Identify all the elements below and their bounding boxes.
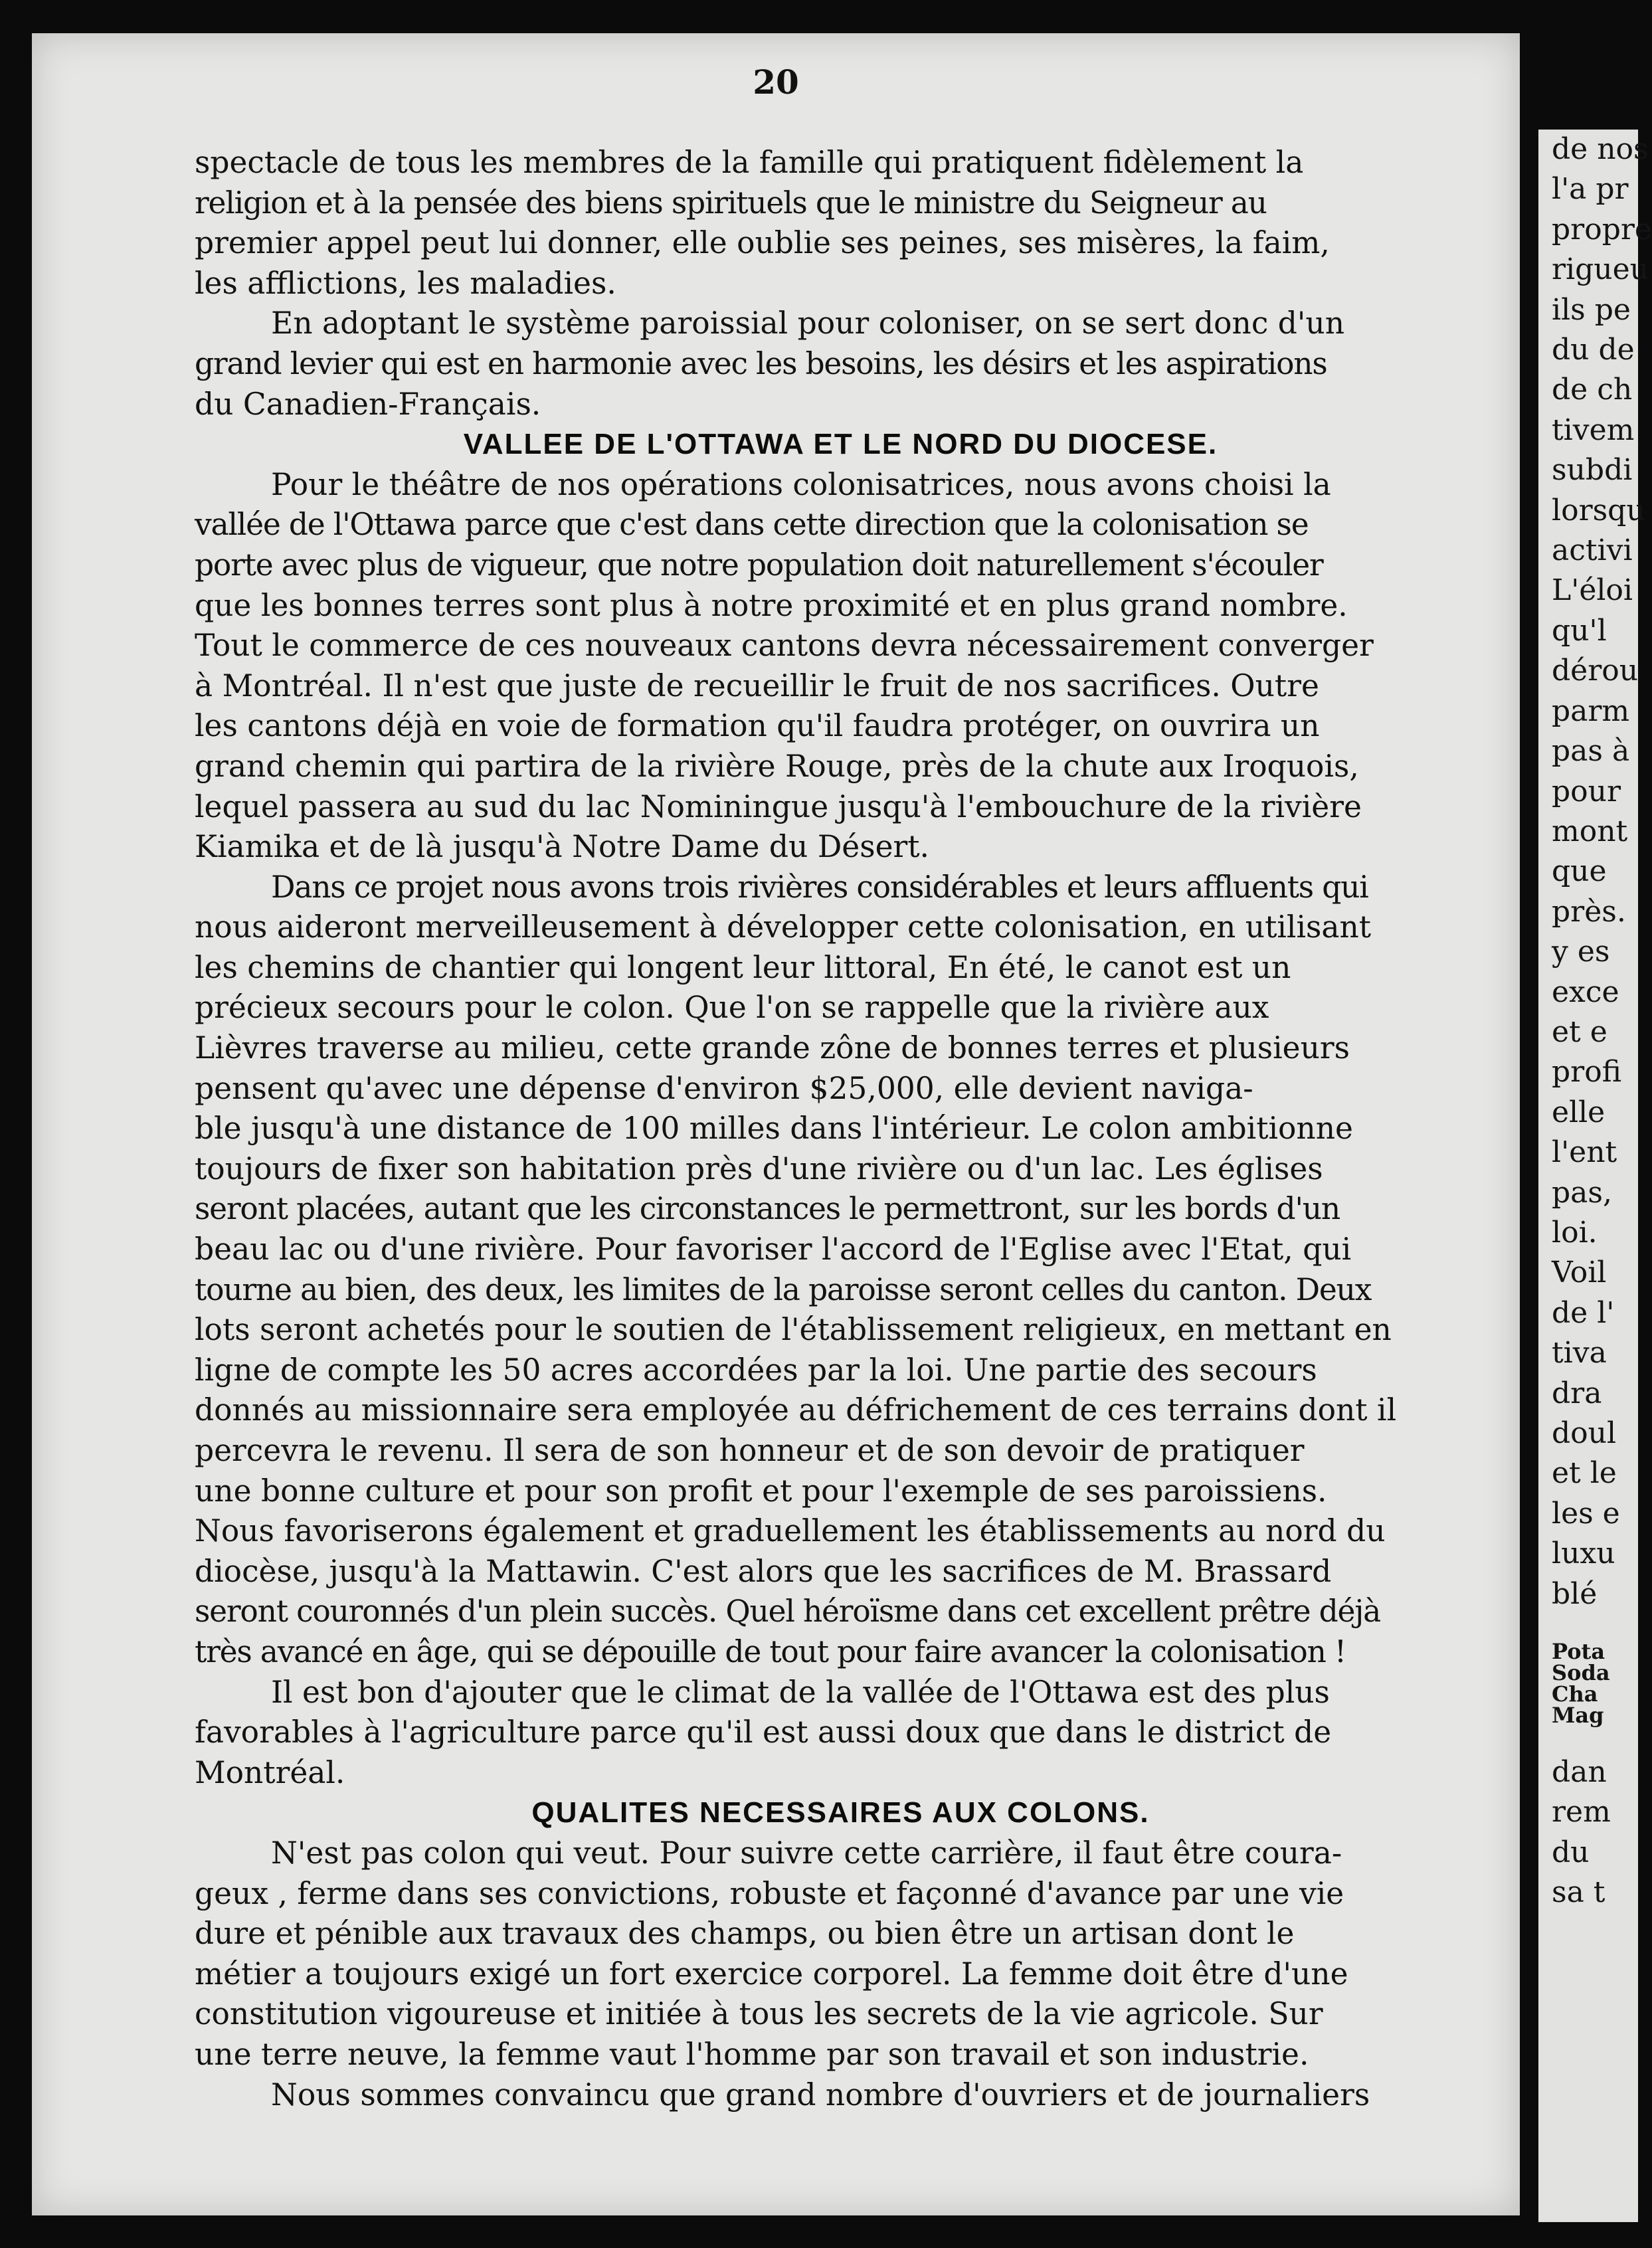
facing-page-fragment: parm [1552, 694, 1630, 728]
page-number: 20 [753, 62, 799, 102]
paragraph-1 [195, 143, 1487, 304]
text-line: les cantons déjà en voie de formation qu'il faudra protéger, on ouvrira un [195, 708, 1320, 744]
text-line: porte avec plus de vigueur, que notre population doit naturellement s'écouler [195, 547, 1323, 583]
text-line: dure et pénible aux travaux des champs, ou bien être un artisan dont le [195, 1916, 1295, 1952]
text-line: ligne de compte les 50 acres accordées par la loi. Une partie des secours [195, 1352, 1317, 1388]
paragraph-3 [195, 465, 1487, 868]
facing-page-fragment: tiva [1552, 1336, 1607, 1370]
text-line: N'est pas colon qui veut. Pour suivre cette carrière, il faut être coura- [271, 1835, 1342, 1871]
facing-page-fragment: exce [1552, 975, 1619, 1009]
text-line: Dans ce projet nous avons trois rivières considérables et leurs affluents qui [271, 869, 1368, 905]
facing-page-fragment: propre [1552, 212, 1652, 246]
text-line: les afflictions, les maladies. [195, 265, 616, 301]
facing-page-fragment: du de [1552, 333, 1635, 367]
text-line: métier a toujours exigé un fort exercice corporel. La femme doit être d'une [195, 1956, 1348, 1992]
facing-page-fragment: et e [1552, 1014, 1607, 1049]
facing-page-fragment: ils pe [1552, 292, 1631, 327]
text-line: Nous sommes convaincu que grand nombre d'ouvriers et de journaliers [271, 2077, 1370, 2112]
text-line: donnés au missionnaire sera employée au défrichement de ces terrains dont il [195, 1392, 1397, 1428]
facing-page-fragment: de nos [1552, 132, 1649, 166]
spacer [1538, 1614, 1638, 1641]
facing-page-fragment: dra [1552, 1376, 1602, 1410]
text-line: lequel passera au sud du lac Nominingue jusqu'à l'embouchure de la rivière [195, 789, 1362, 824]
facing-page-list-item: Soda [1552, 1660, 1610, 1686]
facing-page-fragment: du [1552, 1835, 1590, 1869]
text-line: ble jusqu'à une distance de 100 milles dans l'intérieur. Le colon ambitionne [195, 1111, 1353, 1147]
facing-page-fragment: loi. [1552, 1215, 1598, 1250]
text-line: lots seront achetés pour le soutien de l'établissement religieux, en mettant en [195, 1312, 1392, 1348]
text-line: à Montréal. Il n'est que juste de recueillir le fruit de nos sacrifices. Outre [195, 668, 1319, 703]
facing-page-fragment: qu'l [1552, 613, 1607, 648]
text-line: Tout le commerce de ces nouveaux cantons devra nécessairement converger [195, 628, 1374, 664]
text-line: percevra le revenu. Il sera de son honneur et de son devoir de pratiquer [195, 1433, 1305, 1468]
text-line: constitution vigoureuse et initiée à tous les secrets de la vie agricole. Sur [195, 1996, 1323, 2032]
facing-page-fragment: y es [1552, 935, 1610, 969]
facing-page-fragment: rem [1552, 1795, 1611, 1829]
section-heading: VALLEE DE L'OTTAWA ET LE NORD DU DIOCESE. [463, 428, 1218, 461]
facing-page-fragment: de l' [1552, 1295, 1615, 1330]
facing-page-fragment: que [1552, 854, 1607, 889]
text-line: Lièvres traverse au milieu, cette grande zône de bonnes terres et plusieurs [195, 1030, 1350, 1066]
text-line: religion et à la pensée des biens spirituels que le ministre du Seigneur au [195, 185, 1267, 221]
page-body [195, 143, 1487, 2115]
facing-page-fragment: L'éloi [1552, 573, 1633, 608]
text-line: grand levier qui est en harmonie avec les besoins, les désirs et les aspirations [195, 345, 1327, 381]
facing-page-fragment: de ch [1552, 373, 1633, 407]
facing-page-list-item: Cha [1552, 1681, 1598, 1707]
facing-page-fragment: luxu [1552, 1537, 1615, 1571]
text-line: Il est bon d'ajouter que le climat de la vallée de l'Ottawa est des plus [271, 1674, 1330, 1710]
text-line: pensent qu'avec une dépense d'environ $25,000, elle devient naviga- [195, 1070, 1253, 1106]
text-line: que les bonnes terres sont plus à notre proximité et en plus grand nombre. [195, 587, 1348, 623]
facing-page-fragment: tivem [1552, 413, 1635, 447]
text-line: précieux secours pour le colon. Que l'on se rappelle que la rivière aux [195, 990, 1269, 1026]
text-line: une bonne culture et pour son profit et pour l'exemple de ses paroissiens. [195, 1473, 1327, 1509]
section-heading: QUALITES NECESSAIRES AUX COLONS. [531, 1796, 1150, 1829]
text-line: du Canadien-Français. [195, 386, 541, 422]
text-line: très avancé en âge, qui se dépouille de tout pour faire avancer la colonisation ! [195, 1634, 1346, 1669]
text-line: geux , ferme dans ses convictions, robuste et façonné d'avance par une vie [195, 1875, 1344, 1911]
facing-page-fragment: sa t [1552, 1875, 1606, 1910]
facing-page-fragment: rigueu [1552, 252, 1649, 287]
text-line: seront couronnés d'un plein succès. Quel héroïsme dans cet excellent prêtre déjà [195, 1594, 1381, 1630]
text-line: une terre neuve, la femme vaut l'homme par son travail et son industrie. [195, 2036, 1309, 2072]
facing-page-fragment: et le [1552, 1456, 1617, 1491]
text-line: Montréal. [195, 1754, 345, 1790]
text-line: beau lac ou d'une rivière. Pour favoriser l'accord de l'Eglise avec l'Etat, qui [195, 1232, 1352, 1267]
facing-page-fragment: activi [1552, 533, 1633, 568]
text-line: toujours de fixer son habitation près d'une rivière ou d'un lac. Les églises [195, 1151, 1323, 1186]
text-line: seront placées, autant que les circonstances le permettront, sur les bords d'un [195, 1191, 1340, 1227]
facing-page-fragment: l'a pr [1552, 172, 1629, 207]
facing-page-fragment: subdi [1552, 453, 1633, 488]
facing-page-fragment: pour [1552, 774, 1621, 808]
spacer [1538, 1726, 1638, 1752]
paragraph-5 [195, 1673, 1487, 1794]
facing-page-fragment: les e [1552, 1496, 1620, 1531]
facing-page-list-item: Mag [1552, 1703, 1604, 1729]
text-line: tourne au bien, des deux, les limites de la paroisse seront celles du canton. Deux [195, 1271, 1372, 1307]
text-line: Nous favoriserons également et graduellement les établissements au nord du [195, 1513, 1386, 1549]
facing-page-fragment: elle [1552, 1095, 1606, 1129]
book-page [32, 33, 1520, 2215]
facing-page-fragment: blé [1552, 1576, 1598, 1611]
text-line: nous aideront merveilleusement à développer cette colonisation, en utilisant [195, 909, 1372, 945]
facing-page-edge [1538, 130, 1652, 2222]
paragraph-6 [195, 1833, 1487, 2075]
text-line: grand chemin qui partira de la rivière Rouge, près de la chute aux Iroquois, [195, 748, 1359, 784]
facing-page-fragment: l'ent [1552, 1135, 1617, 1170]
text-line: les chemins de chantier qui longent leur littoral, En été, le canot est un [195, 949, 1291, 985]
facing-page-fragment: pas, [1552, 1175, 1612, 1210]
paragraph-7 [195, 2075, 1487, 2116]
text-line: vallée de l'Ottawa parce que c'est dans cette direction que la colonisation se [195, 507, 1309, 543]
text-line: Pour le théâtre de nos opérations colonisatrices, nous avons choisi la [271, 466, 1331, 502]
facing-page-fragment: profi [1552, 1055, 1622, 1089]
facing-page-fragment: dan [1552, 1755, 1607, 1790]
facing-page-list-item: Pota [1552, 1639, 1606, 1665]
text-line: favorables à l'agriculture parce qu'il est aussi doux que dans le district de [195, 1715, 1332, 1750]
facing-page-fragment: pas à [1552, 734, 1630, 769]
facing-page-fragment: lorsqu [1552, 493, 1645, 527]
facing-page-fragment: doul [1552, 1416, 1617, 1450]
text-line: premier appel peut lui donner, elle oublie ses peines, ses misères, la faim, [195, 225, 1330, 261]
paragraph-4 [195, 868, 1487, 1673]
text-line: En adoptant le système paroissial pour coloniser, on se sert donc d'un [271, 306, 1345, 341]
text-line: spectacle de tous les membres de la famille qui pratiquent fidèlement la [195, 145, 1304, 180]
facing-page-fragment: mont [1552, 814, 1628, 848]
facing-page-fragment: dérou [1552, 654, 1639, 688]
facing-page-fragment: Voil [1552, 1256, 1607, 1290]
facing-page-fragment: près. [1552, 894, 1626, 929]
text-line: diocèse, jusqu'à la Mattawin. C'est alors que les sacrifices de M. Brassard [195, 1553, 1332, 1589]
paragraph-2 [195, 304, 1487, 424]
text-line: Kiamika et de là jusqu'à Notre Dame du Désert. [195, 829, 929, 865]
